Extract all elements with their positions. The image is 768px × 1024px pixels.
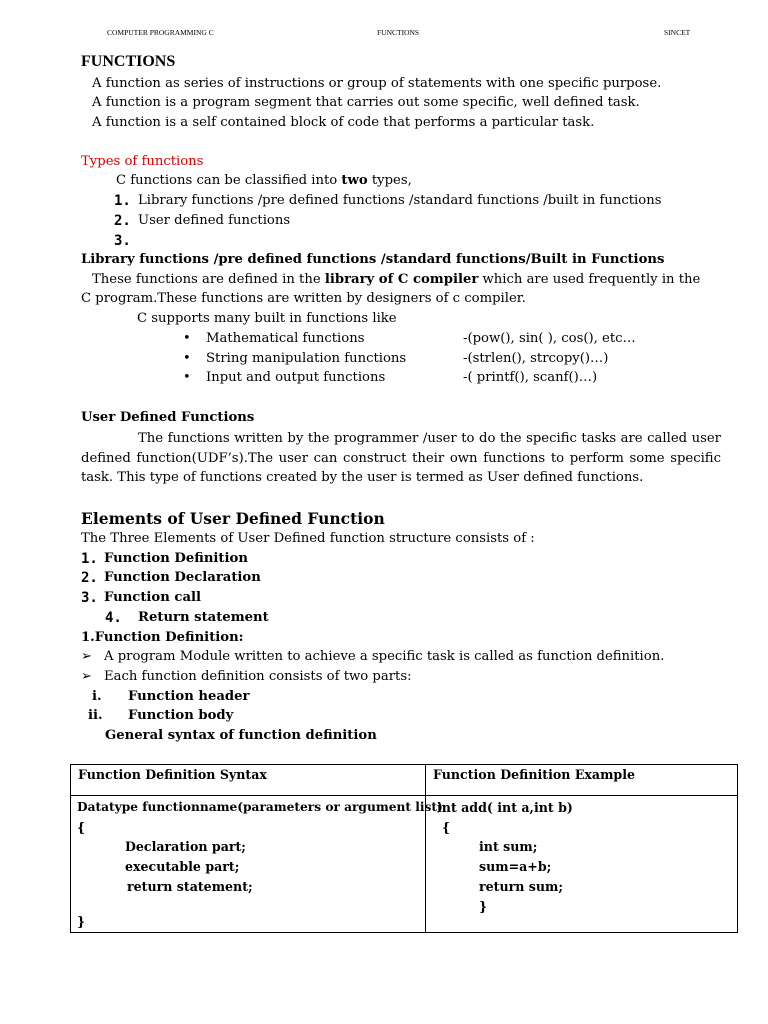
bullet-examples: -(pow(), sin( ), cos(), etc… (463, 331, 636, 346)
library-paragraph-line2: C program.These functions are written by designers of c compiler. (81, 291, 526, 306)
table-header-row (71, 765, 738, 796)
elements-item-text: Function call (104, 590, 202, 605)
elements-item-text: Function Declaration (104, 570, 261, 585)
syntax-line: executable part; (125, 859, 240, 874)
library-para-bold: library of C compiler (324, 272, 479, 287)
library-paragraph (92, 272, 700, 287)
library-para-post: which are used frequently in the (478, 272, 701, 287)
bullet-dot: • (183, 370, 191, 385)
example-line: return sum; (479, 879, 564, 894)
example-line: int sum; (479, 839, 538, 854)
elements-item-text: Function Definition (104, 551, 248, 566)
example-cell (426, 796, 738, 933)
bullet-name: Input and output functions (206, 370, 386, 385)
library-supports: C supports many built in functions like (137, 311, 397, 326)
bullet-name: Mathematical functions (206, 331, 365, 346)
example-line: } (479, 899, 488, 914)
syntax-cell (71, 796, 443, 933)
library-para-pre: These functions are defined in the (92, 272, 325, 287)
types-item-text: User defined functions (138, 213, 291, 228)
types-item-text: Library functions /pre defined functions /standard functions /built in functions (138, 193, 662, 208)
definition-point: A program Module written to achieve a specific task is called as function definition. (104, 649, 665, 664)
library-heading: Library functions /pre defined functions /standard functions/Built in Functions (81, 252, 665, 267)
elements-item-text: Return statement (138, 610, 269, 625)
example-line: sum=a+b; (479, 859, 552, 874)
bullet-name: String manipulation functions (206, 351, 407, 366)
types-item-number: 2. (114, 213, 131, 229)
udf-heading: User Defined Functions (81, 410, 255, 425)
intro-line: A function as series of instructions or group of statements with one specific purpose. (92, 76, 662, 91)
types-intro-bold: two (341, 173, 368, 188)
function-definition-table (70, 764, 738, 933)
syntax-line: Declaration part; (125, 839, 246, 854)
types-heading: Types of functions (81, 154, 204, 169)
intro-line: A function is a program segment that carries out some specific, well defined task. (92, 95, 640, 110)
bullet-dot: • (183, 331, 191, 346)
elements-item-number: 3. (81, 590, 98, 606)
types-item-number: 3. (114, 233, 131, 249)
elements-heading: Elements of User Defined Function (81, 509, 385, 528)
definition-heading: 1.Function Definition: (81, 630, 244, 645)
page-title: FUNCTIONS (81, 53, 176, 70)
part-number: ii. (88, 708, 103, 723)
header-institution: SINCET (664, 28, 691, 37)
types-intro (116, 173, 412, 188)
intro-line: A function is a self contained block of code that performs a particular task. (92, 115, 595, 130)
table-header-cell (71, 765, 426, 796)
col2-header: Function Definition Example (433, 767, 636, 782)
types-intro-post: types, (367, 173, 412, 188)
elements-item-number: 2. (81, 570, 98, 586)
udf-paragraph: The functions written by the programmer /user to do the specific tasks are called user defined function(UDF’s).The user can construct their own functions to perform some specific task. This type of functions created by the user is termed as User defined functions. (81, 431, 721, 486)
syntax-line: { (77, 820, 86, 835)
bullet-examples: -( printf(), scanf()…) (463, 370, 598, 385)
syntax-line: return statement; (127, 879, 253, 894)
part-text: Function header (128, 689, 250, 704)
definition-point: Each function definition consists of two parts: (104, 669, 412, 684)
table-row (71, 796, 738, 933)
part-number: i. (92, 689, 102, 704)
arrow-bullet: ➢ (81, 649, 93, 664)
header-topic: FUNCTIONS (377, 28, 420, 37)
types-intro-pre: C functions can be classified into (116, 173, 342, 188)
example-line: int add( int a,int b) (437, 800, 573, 815)
elements-intro: The Three Elements of User Defined function structure consists of : (81, 531, 535, 546)
part-text: Function body (128, 708, 234, 723)
header-course: COMPUTER PROGRAMMING C (107, 28, 214, 37)
table-header-cell (426, 765, 738, 796)
syntax-caption: General syntax of function definition (105, 728, 377, 743)
syntax-line: } (77, 914, 86, 929)
types-item-number: 1. (114, 193, 131, 209)
arrow-bullet: ➢ (81, 669, 93, 684)
bullet-examples: -(strlen(), strcopy()…) (463, 351, 609, 366)
example-line: { (442, 820, 451, 835)
elements-item-number: 4. (105, 610, 122, 626)
elements-item-number: 1. (81, 551, 98, 567)
syntax-line: Datatype functionname(parameters or argument list) (77, 800, 443, 814)
bullet-dot: • (183, 351, 191, 366)
col1-header: Function Definition Syntax (78, 767, 267, 782)
